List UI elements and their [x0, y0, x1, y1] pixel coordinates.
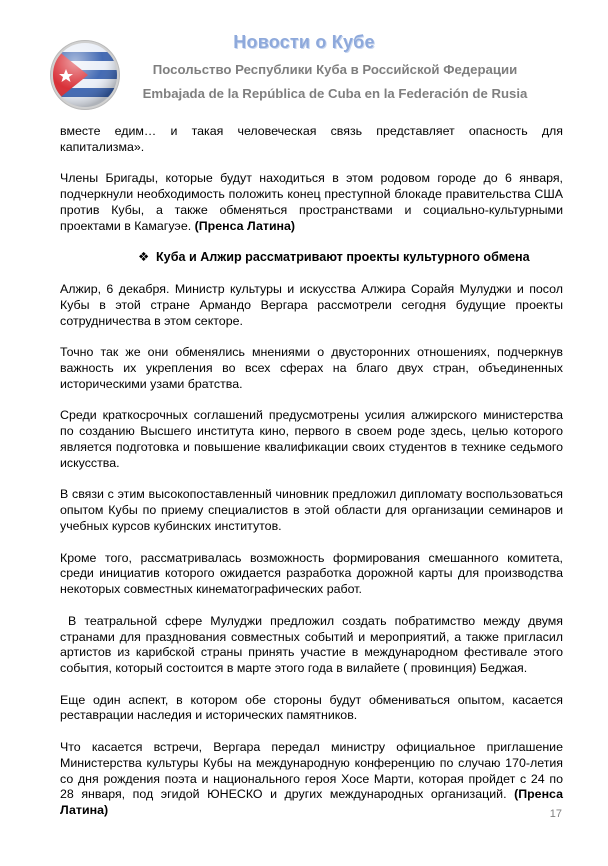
newsletter-title: Новости о Кубе [233, 32, 375, 52]
embassy-name-russian: Посольство Республики Куба в Российской Федерации [152, 62, 518, 77]
source-attribution: (Пренса Латина) [194, 218, 296, 233]
paragraph: Алжир, 6 декабря. Министр культуры и искусства Алжира Сорайя Мулуджи и посол Кубы в этой стране Армандо Вергара рассмотрели сегодня будущие проекты сотрудничества в этом секторе. [60, 281, 563, 328]
embassy-name-spanish: Embajada de la República de Cuba en la Federación de Rusia [142, 86, 528, 101]
article-body [60, 124, 567, 835]
section-heading-text: Куба и Алжир рассматривают проекты культурного обмена [156, 250, 530, 265]
paragraph-brigade [60, 171, 563, 234]
paragraph-brigade-text: Члены Бригады, которые будут находиться в этом родовом городе до 6 января, подчеркнули необходимость положить конец преступной блокаде правительства США против Кубы, а также обменяться пространствами и социально-культурными проектами в Камагуэе. [60, 171, 563, 233]
paragraph-continued: вместе едим… и такая человеческая связь представляет опасность для капитализма». [60, 124, 563, 154]
section-heading [60, 250, 563, 266]
source-attribution: (Пренса Латина) [60, 787, 563, 818]
diamond-bullet-icon: ❖ [138, 250, 150, 265]
page-number: 17 [549, 808, 562, 820]
paragraph: Кроме того, рассматривалась возможность формирования смешанного комитета, среди инициатив которого ожидается разработка дорожной карты для производства некоторых совместных кинематографических работ. [60, 550, 563, 597]
paragraph: В театральной сфере Мулуджи предложил создать побратимство между двумя странами для празднования совместных событий и мероприятий, а также пригласил артистов из карибской страны принять участие в международном фестивале этого события, который состоится в марте этого года в вилайете ( провинция) Беджая. [60, 613, 567, 676]
paragraph-final [60, 740, 563, 819]
page-header [0, 0, 608, 118]
paragraph: Точно так же они обменялись мнениями о двусторонних отношениях, подчеркнув важность их укрепления во всех сферах на благо двух стран, объединенных историческими узами братства. [60, 345, 563, 391]
paragraph: В связи с этим высокопоставленный чиновник предложил дипломату воспользоваться опытом Кубы по приему специалистов в этой области для организации семинаров и учебных курсов кубинских институтов. [60, 487, 563, 533]
paragraph-final-text: Что касается встречи, Вергара передал министру официальное приглашение Министерства культуры Кубы на международную конференцию по случаю 170-летия со дня рождения поэта и национального героя Хосе Марти, которая пройдет с 24 по 28 января, под эгидой ЮНЕСКО и других международных организаций. [60, 740, 563, 802]
paragraph: Среди краткосрочных соглашений предусмотрены усилия алжирского министерства по созданию Высшего института кино, первого в своем роде здесь, целью которого является подготовка и повышение квалификации своих студентов в технике седьмого искусства. [60, 408, 563, 470]
paragraph: Еще один аспект, в котором обе стороны будут обмениваться опытом, касается реставрации наследия и исторических памятников. [60, 692, 563, 723]
